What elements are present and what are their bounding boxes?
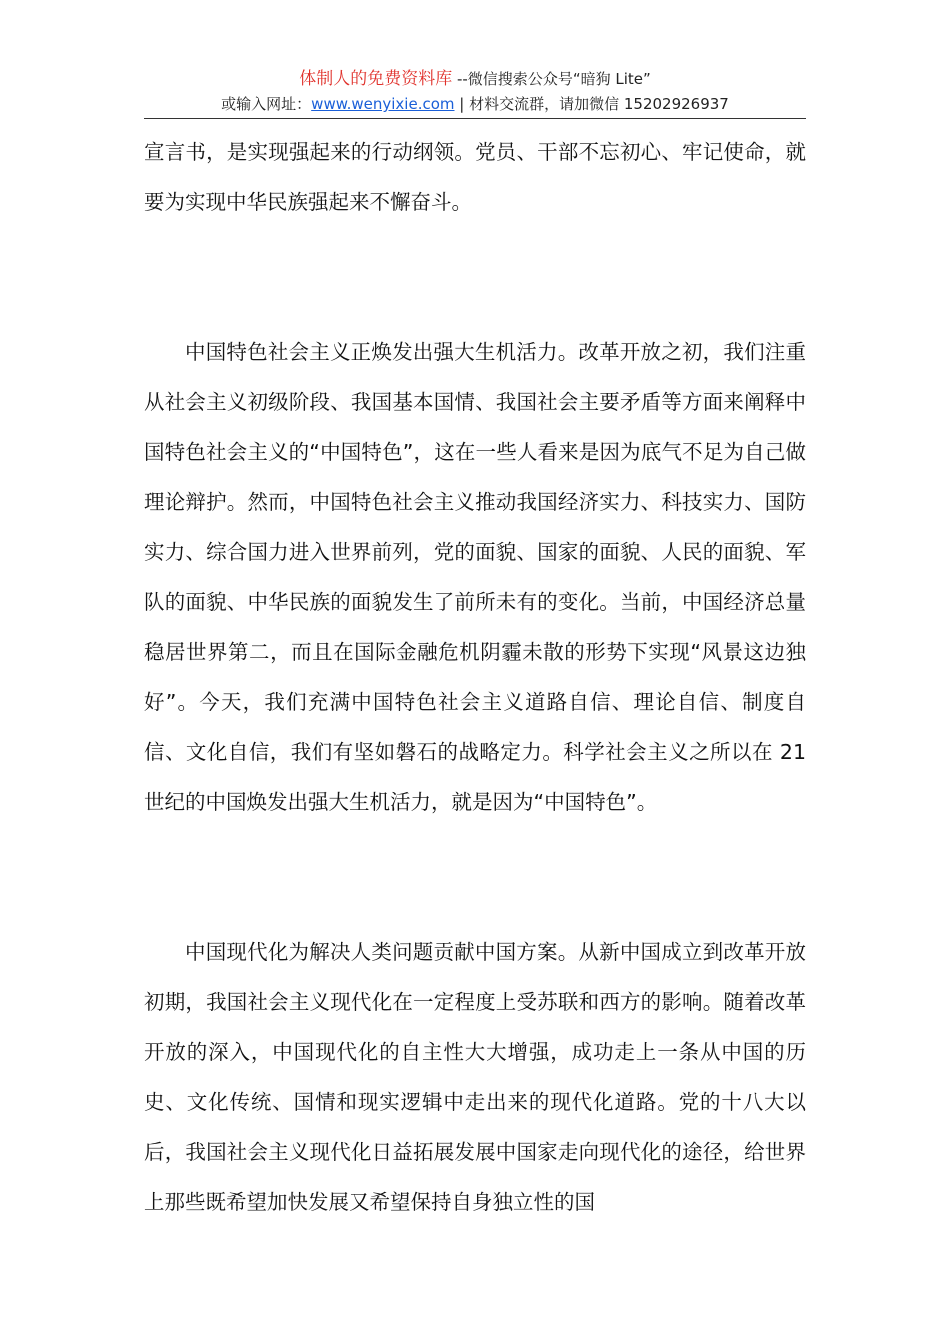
- paragraph-2: 中国特色社会主义正焕发出强大生机活力。改革开放之初，我们注重从社会主义初级阶段、我国基本国情、我国社会主要矛盾等方面来阐释中国特色社会主义的“中国特色”，这在一些人看来是因为底气不足为自己做理论辩护。然而，中国特色社会主义推动我国经济实力、科技实力、国防实力、综合国力进入世界前列，党的面貌、国家的面貌、人民的面貌、军队的面貌、中华民族的面貌发生了前所未有的变化。当前，中国经济总量稳居世界第二，而且在国际金融危机阴霾未散的形势下实现“风景这边独好”。今天，我们充满中国特色社会主义道路自信、理论自信、制度自信、文化自信，我们有坚如磐石的战略定力。科学社会主义之所以在 21 世纪的中国焕发出强大生机活力，就是因为“中国特色”。: [144, 340, 806, 814]
- header-contact-line: [144, 92, 806, 116]
- header-tagline: --微信搜索公众号“暗狗 Lite”: [452, 70, 651, 88]
- header-title-line: [144, 66, 806, 92]
- paragraph-3: 中国现代化为解决人类问题贡献中国方案。从新中国成立到改革开放初期，我国社会主义现代化在一定程度上受苏联和西方的影响。随着改革开放的深入，中国现代化的自主性大大增强，成功走上一条从中国的历史、文化传统、国情和现实逻辑中走出来的现代化道路。党的十八大以后，我国社会主义现代化日益拓展发展中国家走向现代化的途径，给世界上那些既希望加快发展又希望保持自身独立性的国: [144, 940, 806, 1214]
- page-header: [144, 66, 806, 116]
- header-divider: [144, 118, 806, 119]
- header-url-link[interactable]: www.wenyixie.com: [311, 95, 455, 113]
- header-separator: |: [454, 95, 470, 113]
- document-body: [144, 127, 806, 1227]
- paragraph-1: 宣言书，是实现强起来的行动纲领。党员、干部不忘初心、牢记使命，就要为实现中华民族强起来不懈奋斗。: [144, 140, 806, 214]
- paragraph-gap: [144, 227, 806, 327]
- header-contact: 材料交流群，请加微信 15202926937: [469, 95, 729, 113]
- paragraph-gap: [144, 827, 806, 927]
- header-brand: 体制人的免费资料库: [299, 69, 453, 89]
- header-url-prefix: 或输入网址：: [221, 95, 312, 113]
